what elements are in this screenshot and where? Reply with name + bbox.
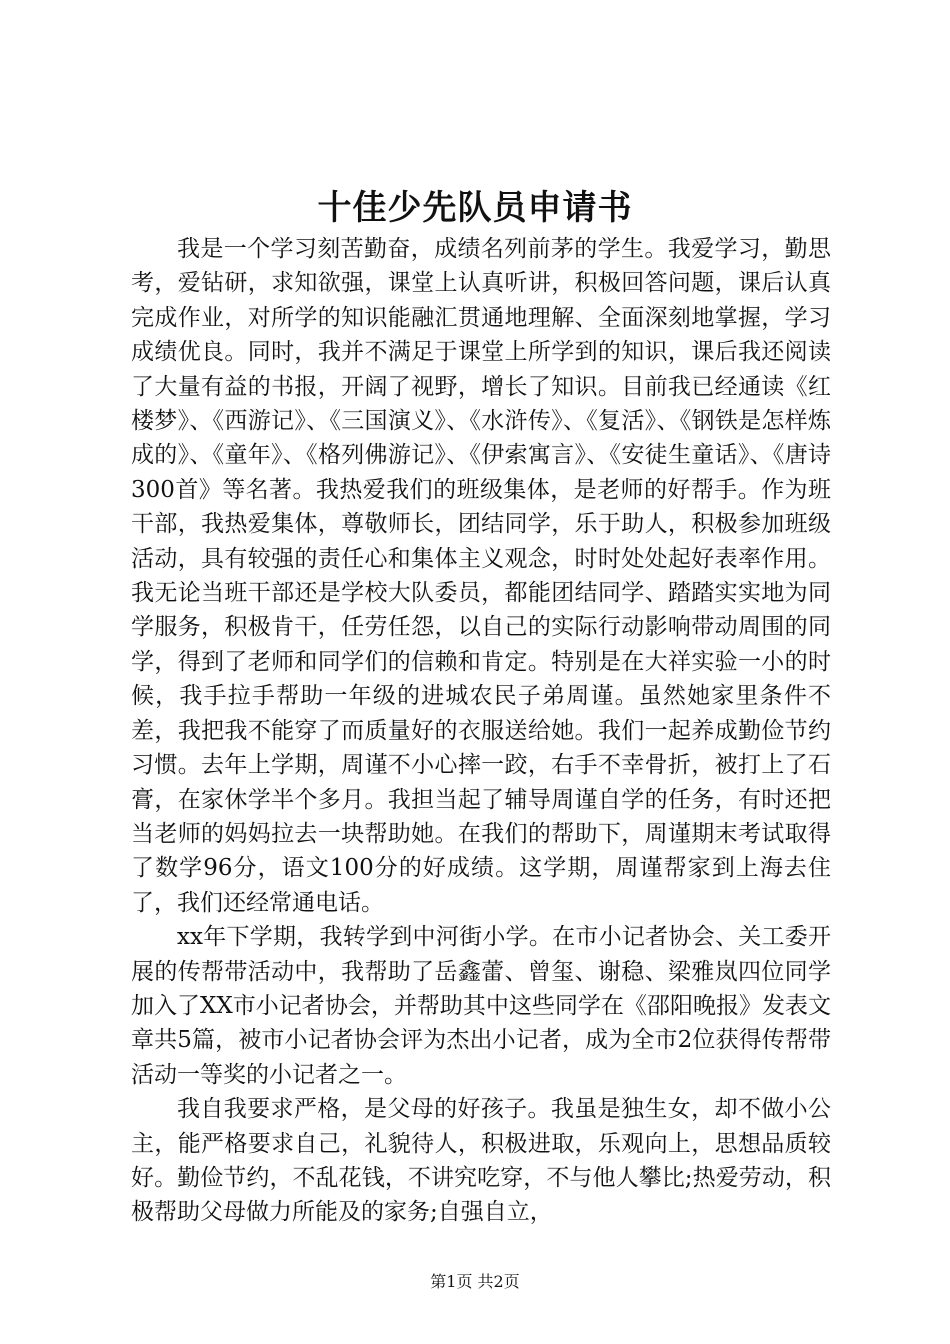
document-title: 十佳少先队员申请书 (317, 188, 633, 228)
document-body (131, 232, 831, 1230)
paragraph: 我自我要求严格，是父母的好孩子。我虽是独生女，却不做小公主，能严格要求自己，礼貌待人，积极进取，乐观向上，思想品质较好。勤俭节约，不乱花钱，不讲究吃穿，不与他人攀比;热爱劳动，积极帮助父母做力所能及的家务;自强自立， (131, 1096, 831, 1226)
paragraph: xx年下学期，我转学到中河街小学。在市小记者协会、关工委开展的传帮带活动中，我帮助了岳鑫蕾、曾玺、谢稳、梁雅岚四位同学加入了XX市小记者协会，并帮助其中这些同学在《邵阳晚报》发表文章共5篇，被市小记者协会评为杰出小记者，成为全市2位获得传帮带活动一等奖的小记者之一。 (131, 924, 831, 1088)
paragraph: 我是一个学习刻苦勤奋，成绩名列前茅的学生。我爱学习，勤思考，爱钻研，求知欲强，课堂上认真听讲，积极回答问题，课后认真完成作业，对所学的知识能融汇贯通地理解、全面深刻地掌握，学习成绩优良。同时，我并不满足于课堂上所学到的知识，课后我还阅读了大量有益的书报，开阔了视野，增长了知识。目前我已经通读《红楼梦》、《西游记》、《三国演义》、《水浒传》、《复活》、《钢铁是怎样炼成的》、《童年》、《格列佛游记》、《伊索寓言》、《安徒生童话》、《唐诗300首》等名著。我热爱我们的班级集体，是老师的好帮手。作为班干部，我热爱集体，尊敬师长，团结同学，乐于助人，积极参加班级活动，具有较强的责任心和集体主义观念，时时处处起好表率作用。我无论当班干部还是学校大队委员，都能团结同学、踏踏实实地为同学服务，积极肯干，任劳任怨，以自己的实际行动影响带动周围的同学，得到了老师和同学们的信赖和肯定。特别是在大祥实验一小的时候，我手拉手帮助一年级的进城农民子弟周谨。虽然她家里条件不差，我把我不能穿了而质量好的衣服送给她。我们一起养成勤俭节约习惯。去年上学期，周谨不小心摔一跤，右手不幸骨折，被打上了石膏，在家休学半个多月。我担当起了辅导周谨自学的任务，有时还把当老师的妈妈拉去一块帮助她。在我们的帮助下，周谨期末考试取得了数学96分，语文100分的好成绩。这学期，周谨帮家到上海去住了，我们还经常通电话。 (131, 236, 831, 916)
page-footer: 第1页 共2页 (430, 1272, 520, 1291)
